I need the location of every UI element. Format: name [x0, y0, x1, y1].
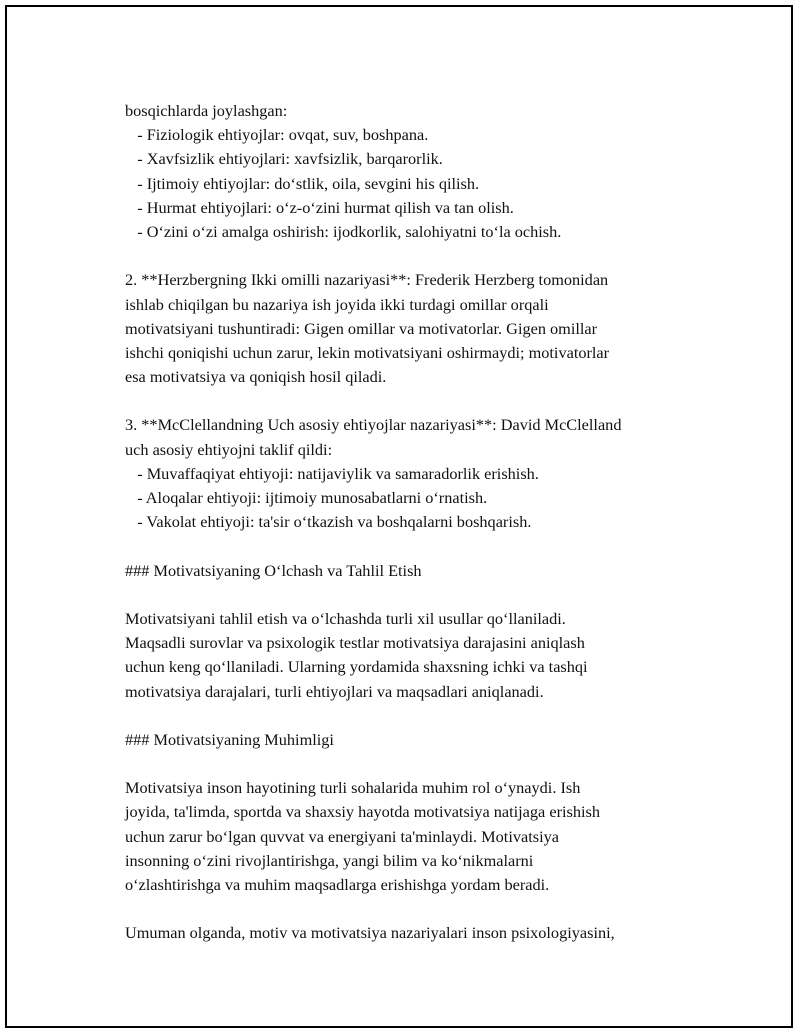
blank-line [125, 534, 725, 558]
text-line: - Aloqalar ehtiyoji: ijtimoiy munosabatlarni o‘rnatish. [125, 488, 488, 507]
blank-line [125, 752, 725, 776]
text-line: uchun keng qo‘llaniladi. Ularning yordamida shaxsning ichki va tashqi [125, 657, 588, 677]
text-line: esa motivatsiya va qoniqish hosil qiladi. [125, 367, 387, 387]
text-line: - Vakolat ehtiyoji: ta'sir o‘tkazish va boshqalarni boshqarish. [125, 512, 532, 532]
text-line: uchun zarur bo‘lgan quvvat va energiyani ta'minlaydi. Motivatsiya [125, 826, 559, 846]
text-line: ishchi qoniqishi uchun zarur, lekin motivatsiyani oshirmaydi; motivatorlar [125, 342, 610, 362]
text-line: - Xavfsizlik ehtiyojlari: xavfsizlik, barqarorlik. [125, 149, 443, 169]
blank-line [125, 583, 725, 607]
text-line: - Hurmat ehtiyojlari: o‘z-o‘zini hurmat qilish va tan olish. [125, 197, 514, 217]
page-frame [5, 5, 793, 1028]
blank-line [125, 897, 725, 921]
text-line: bosqichlarda joylashgan: [125, 101, 288, 120]
blank-line [125, 244, 725, 268]
text-line: - Ijtimoiy ehtiyojlar: do‘stlik, oila, sevgini his qilish. [125, 173, 480, 193]
text-line: motivatsiya darajalari, turli ehtiyojlari va maqsadlari aniqlanadi. [125, 681, 544, 701]
text-line: 3. **McClellandning Uch asosiy ehtiyojlar nazariyasi**: David McClelland [125, 415, 622, 435]
text-line: Umuman olganda, motiv va motivatsiya nazariyalari inson psixologiyasini, [125, 923, 615, 943]
text-line: 2. **Herzbergning Ikki omilli nazariyasi**: Frederik Herzberg tomonidan [125, 270, 609, 290]
blank-line [125, 389, 725, 413]
text-line: uch asosiy ehtiyojni taklif qildi: [125, 439, 333, 459]
text-line: - Fiziologik ehtiyojlar: ovqat, suv, boshpana. [125, 125, 429, 145]
text-line: o‘zlashtirishga va muhim maqsadlarga erishishga yordam beradi. [125, 875, 550, 894]
text-line: insonning o‘zini rivojlantirishga, yangi bilim va ko‘nikmalarni [125, 850, 534, 870]
text-line: - Muvaffaqiyat ehtiyoji: natijaviylik va samaradorlik erishish. [125, 463, 539, 483]
text-line: ### Motivatsiyaning O‘lchash va Tahlil Etish [125, 560, 422, 580]
text-line: Motivatsiyani tahlil etish va o‘lchashda turli xil usullar qo‘llaniladi. [125, 608, 566, 628]
text-line: ### Motivatsiyaning Muhimligi [125, 729, 334, 749]
text-line: - O‘zini o‘zi amalga oshirish: ijodkorlik, salohiyatni to‘la ochish. [125, 221, 562, 241]
document-body [125, 99, 725, 946]
text-line: Maqsadli surovlar va psixologik testlar motivatsiya darajasini aniqlash [125, 633, 585, 653]
text-line: motivatsiyani tushuntiradi: Gigen omillar va motivatorlar. Gigen omillar [125, 318, 598, 338]
text-line: ishlab chiqilgan bu nazariya ish joyida ikki turdagi omillar orqali [125, 294, 549, 314]
text-line: Motivatsiya inson hayotining turli sohalarida muhim rol o‘ynaydi. Ish [125, 778, 581, 798]
blank-line [125, 704, 725, 728]
text-line: joyida, ta'limda, sportda va shaxsiy hayotda motivatsiya natijaga erishish [125, 802, 600, 822]
